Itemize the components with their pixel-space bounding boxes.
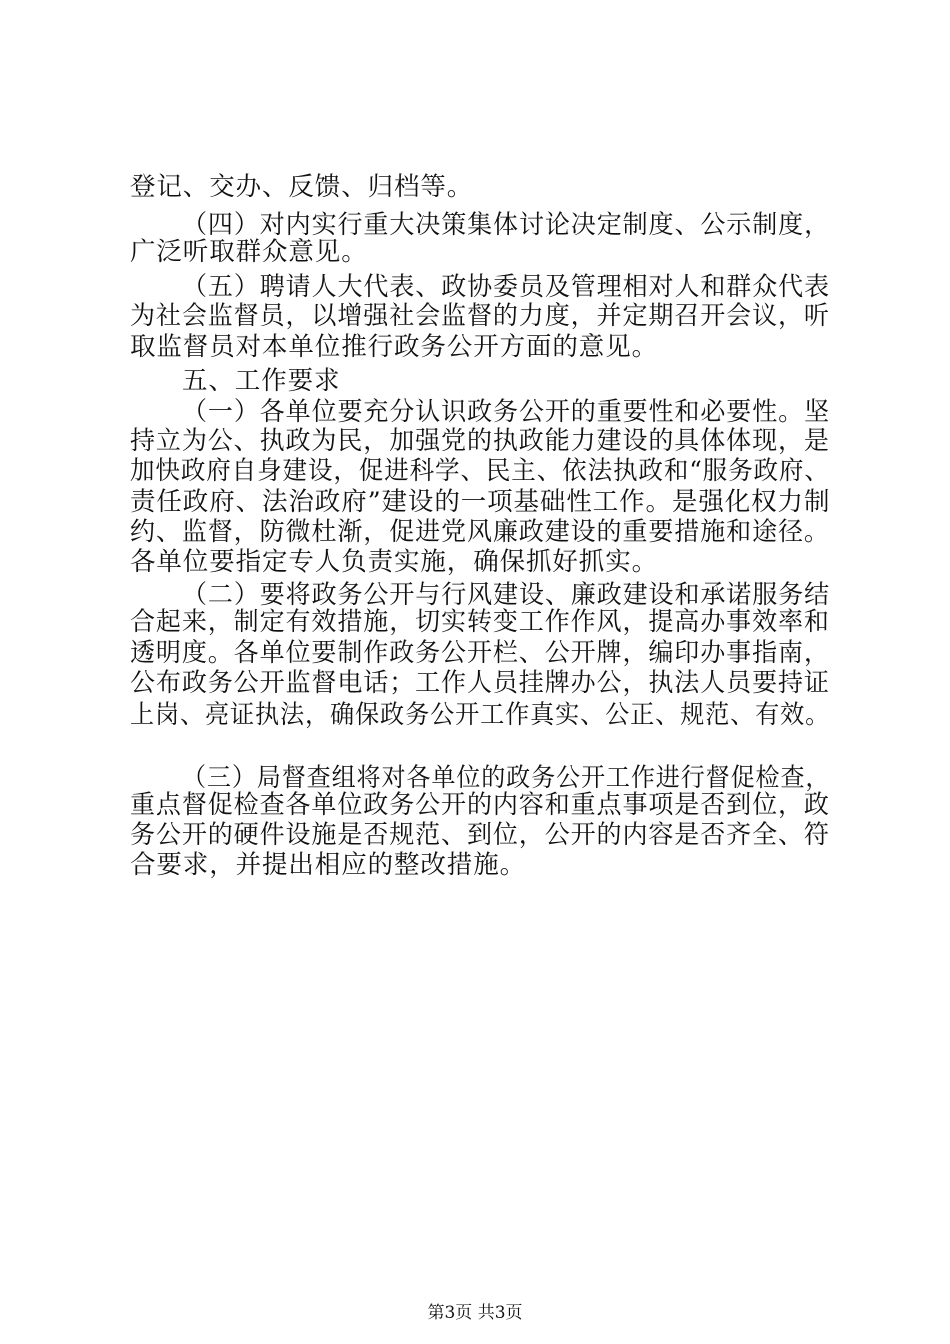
text-line: 上岗、亮证执法，确保政务公开工作真实、公正、规范、有效。 [130,700,831,730]
text-line: 重点督促检查各单位政务公开的内容和重点事项是否到位，政 [130,790,830,820]
text-line: 登记、交办、反馈、归档等。 [130,172,474,202]
text-line: （四）对内实行重大决策集体讨论决定制度、公示制度， [182,210,831,240]
text-line: 透明度。各单位要制作政务公开栏、公开牌，编印办事指南， [130,638,830,668]
text-line: （三）局督查组将对各单位的政务公开工作进行督促检查， [182,763,831,793]
text-line: 约、监督，防微杜渐，促进党风廉政建设的重要措施和途径。 [130,517,830,547]
text-line: 取监督员对本单位推行政务公开方面的意见。 [130,332,659,362]
section-heading: 五、工作要求 [182,366,341,396]
text-line: （一）各单位要充分认识政务公开的重要性和必要性。坚 [182,397,831,427]
text-line: 合要求，并提出相应的整改措施。 [130,850,527,880]
text-line: 持立为公、执政为民，加强党的执政能力建设的具体体现，是 [130,426,830,456]
text-line: 公布政务公开监督电话；工作人员挂牌办公，执法人员要持证 [130,668,830,698]
text-line: （五）聘请人大代表、政协委员及管理相对人和群众代表 [182,272,831,302]
page-number-footer: 第3页 共3页 [427,1303,523,1323]
text-line: （二）要将政务公开与行风建设、廉政建设和承诺服务结 [182,580,831,610]
text-line: 加快政府自身建设，促进科学、民主、依法执政和“服务政府、 [130,456,830,486]
text-line: 责任政府、法治政府”建设的一项基础性工作。是强化权力制 [130,487,831,517]
text-line: 合起来，制定有效措施，切实转变工作作风，提高办事效率和 [130,607,830,637]
text-line: 广泛听取群众意见。 [130,237,368,267]
text-line: 为社会监督员，以增强社会监督的力度，并定期召开会议，听 [130,301,830,331]
text-line: 各单位要指定专人负责实施，确保抓好抓实。 [130,547,659,577]
text-line: 务公开的硬件设施是否规范、到位，公开的内容是否齐全、符 [130,820,830,850]
